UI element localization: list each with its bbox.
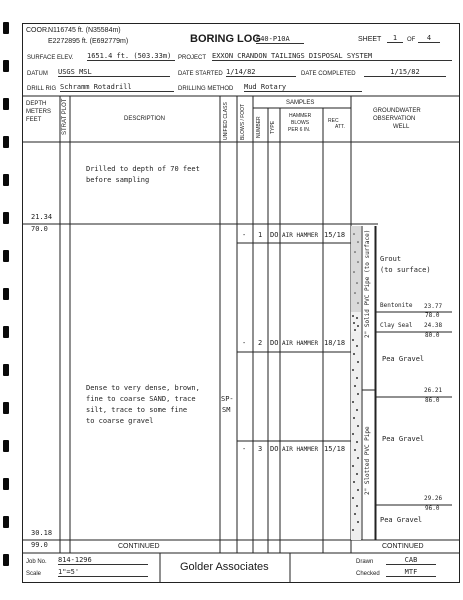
depth-meters: 30.18 [31, 529, 53, 537]
drilling-method-label: DRILLING METHOD [178, 86, 234, 92]
drawn-label: Drawn [356, 559, 374, 565]
scale-value: 1"=5' [58, 569, 148, 577]
scale-label: Scale [26, 571, 42, 577]
strat-plot-header: STRAT PLOT [62, 98, 68, 135]
datum-value: USGS MSL [58, 69, 170, 77]
soil-description: Dense to very dense, brown, [86, 384, 200, 392]
soil-description: silt, trace to some fine [86, 406, 188, 414]
drill-rig: Schramm Rotadrill [60, 84, 174, 92]
sample-hammer: AIR HAMMER [282, 232, 319, 239]
job-label: Job No. [26, 559, 47, 565]
number-header: NUMBER [256, 116, 262, 138]
sample-hammer: AIR HAMMER [282, 340, 319, 347]
rec-header: REC [328, 118, 339, 124]
grout-label: Grout [380, 255, 402, 263]
elevation-meters: 26.21 [424, 387, 443, 394]
pipe-slotted-label: 2" Slotted PVC Pipe [364, 426, 371, 495]
depth-feet: 99.0 [31, 541, 48, 549]
grout-label: (to surface) [380, 266, 431, 274]
sample-number: 2 [258, 339, 263, 347]
sample-type: DO [270, 231, 279, 239]
checked-label: Checked [356, 571, 380, 577]
project-label: PROJECT [178, 55, 207, 61]
date-started-label: DATE STARTED [178, 71, 223, 77]
soil-description: to coarse gravel [86, 417, 154, 425]
elevation-meters: 29.26 [424, 495, 443, 502]
coord-east: E2272895 ft. (E692779m) [48, 38, 129, 45]
depth-header: DEPTH [26, 101, 47, 107]
unified-class-header: UNIFIED CLASS [223, 102, 229, 140]
blows-value: - [242, 339, 247, 347]
date-completed: 1/15/82 [364, 69, 446, 77]
project-name: EXXON CRANDON TAILINGS DISPOSAL SYSTEM [212, 53, 452, 61]
elevation-feet: 86.0 [425, 397, 440, 404]
elevation-meters: 23.77 [424, 303, 443, 310]
blows-foot-header: BLOWS / FOOT [240, 103, 246, 140]
date-completed-label: DATE COMPLETED [301, 71, 356, 77]
elevation-feet: 96.0 [425, 505, 440, 512]
drill-rig-label: DRILL RIG [27, 86, 57, 92]
samples-header: SAMPLES [286, 100, 315, 106]
pea-gravel-label: Pea Gravel [380, 516, 423, 524]
elevation-meters: 24.38 [424, 322, 443, 329]
company-name: Golder Associates [180, 561, 269, 573]
well-header: WELL [393, 124, 410, 130]
bentonite-label: Bentonite [380, 302, 413, 309]
uscs-class: SM [222, 406, 231, 414]
att-header: ATT. [335, 124, 345, 130]
date-started: 1/14/82 [226, 69, 296, 77]
sample-number: 3 [258, 445, 263, 453]
coord-label: COOR. [26, 27, 49, 34]
elevation-feet: 78.0 [425, 312, 440, 319]
sheet-number: 1 [387, 35, 403, 43]
groundwater-header: GROUNDWATER [373, 108, 421, 114]
observation-header: OBSERVATION [373, 116, 416, 122]
continued-label: CONTINUED [382, 543, 424, 550]
sample-number: 1 [258, 231, 263, 239]
description-header: DESCRIPTION [124, 116, 166, 122]
meters-header: METERS [26, 109, 52, 115]
datum-label: DATUM [27, 71, 48, 77]
depth-feet: 70.0 [31, 225, 48, 233]
sample-type: DO [270, 445, 279, 453]
drawn-by: CAB [386, 557, 436, 565]
drilling-method: Mud Rotary [244, 84, 362, 92]
surface-elev-label: SURFACE ELEV. [27, 55, 74, 61]
bentonite-label: Clay Seal [380, 322, 413, 329]
uscs-class: SP- [221, 395, 234, 403]
coord-north: N116745 ft. (N35584m) [48, 27, 121, 34]
checked-by: MTF [386, 569, 436, 577]
sample-blows: 18/18 [324, 339, 346, 347]
sample-blows: 15/18 [324, 445, 346, 453]
description-note: before sampling [86, 176, 150, 184]
blows-value: - [242, 445, 247, 453]
boring-id: G40-P10A [256, 36, 304, 44]
pipe-solid-label: 2" Solid PVC Pipe (to surface) [364, 229, 371, 338]
of-label: OF [407, 37, 416, 43]
sheet-total: 4 [418, 35, 440, 43]
surface-elev: 1651.4 ft. (503.33m) [87, 53, 175, 61]
type-header: TYPE [270, 120, 276, 134]
pea-gravel-label: Pea Gravel [382, 355, 425, 363]
sample-blows: 15/18 [324, 231, 346, 239]
blows-value: - [242, 231, 247, 239]
sheet-label: SHEET [358, 36, 382, 43]
continued-label: CONTINUED [118, 543, 160, 550]
pea-gravel-label: Pea Gravel [382, 435, 425, 443]
sample-type: DO [270, 339, 279, 347]
per-6in-header: PER 6 IN. [288, 127, 311, 133]
soil-description: fine to coarse SAND, trace [86, 395, 196, 403]
depth-meters: 21.34 [31, 213, 53, 221]
job-number: 814-1296 [58, 557, 148, 565]
description-note: Drilled to depth of 70 feet [86, 165, 200, 173]
hammer-header: HAMMER [289, 113, 312, 119]
sample-hammer: AIR HAMMER [282, 446, 319, 453]
blows-header: BLOWS [291, 120, 310, 126]
elevation-feet: 80.0 [425, 332, 440, 339]
log-title: BORING LOG [190, 33, 261, 45]
feet-header: FEET [26, 117, 42, 123]
